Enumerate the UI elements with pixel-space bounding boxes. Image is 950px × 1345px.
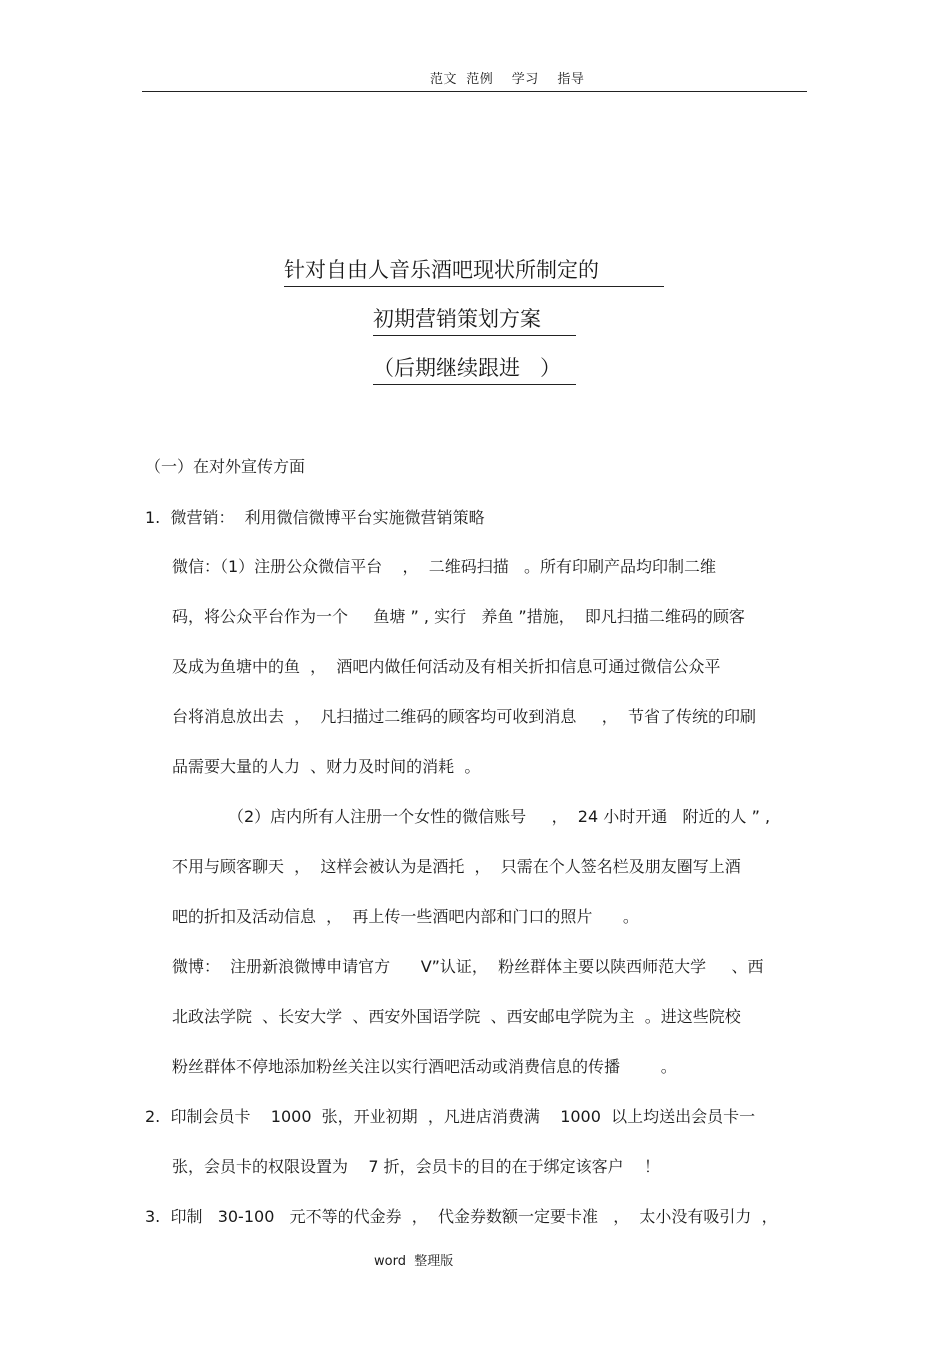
document-title-line-1: 针对自由人音乐酒吧现状所制定的 bbox=[284, 257, 664, 287]
paragraph-line: （2）店内所有人注册一个女性的微信账号 ， 24 小时开通 附近的人 ” , bbox=[228, 807, 771, 826]
page-header: 范文 范例 学习 指导 bbox=[430, 72, 585, 87]
document-title-line-3: （后期继续跟进 ） bbox=[373, 355, 576, 385]
paragraph-line: 品需要大量的人力 、财力及时间的消耗 。 bbox=[172, 757, 481, 776]
list-item-3: 3. 印制 30-100 元不等的代金券 ， 代金券数额一定要卡准 ， 太小没有吸引力 ， bbox=[145, 1207, 778, 1226]
header-rule bbox=[142, 91, 807, 92]
paragraph-line: 北政法学院 、长安大学 、西安外国语学院 、西安邮电学院为主 。进这些院校 bbox=[172, 1007, 741, 1026]
page-footer: word 整理版 bbox=[374, 1254, 454, 1269]
list-item-2: 2. 印制会员卡 1000 张，开业初期 ，凡进店消费满 1000 以上均送出会员卡一 bbox=[145, 1107, 756, 1126]
section-heading: （一）在对外宣传方面 bbox=[145, 457, 306, 476]
list-item-1: 1. 微营销： 利用微信微博平台实施微营销策略 bbox=[145, 508, 485, 527]
paragraph-line: 微信：（1）注册公众微信平台 ， 二维码扫描 。所有印刷产品均印制二维 bbox=[172, 557, 716, 576]
paragraph-line: 及成为鱼塘中的鱼 ， 酒吧内做任何活动及有相关折扣信息可通过微信公众平 bbox=[172, 657, 721, 676]
paragraph-line: 不用与顾客聊天 ， 这样会被认为是酒托 ， 只需在个人签名栏及朋友圈写上酒 bbox=[172, 857, 741, 876]
paragraph-line: 码，将公众平台作为一个 鱼塘 ” , 实行 养鱼 ”措施， 即凡扫描二维码的顾客 bbox=[172, 607, 745, 626]
document-title-line-2: 初期营销策划方案 bbox=[373, 306, 576, 336]
paragraph-line: 微博： 注册新浪微博申请官方 V”认证， 粉丝群体主要以陕西师范大学 、西 bbox=[172, 957, 764, 976]
paragraph-line: 吧的折扣及活动信息 ， 再上传一些酒吧内部和门口的照片 。 bbox=[172, 907, 639, 926]
paragraph-line: 张，会员卡的权限设置为 7 折，会员卡的目的在于绑定该客户 ！ bbox=[172, 1157, 660, 1176]
paragraph-line: 粉丝群体不停地添加粉丝关注以实行酒吧活动或消费信息的传播 。 bbox=[172, 1057, 677, 1076]
paragraph-line: 台将消息放出去 ， 凡扫描过二维码的顾客均可收到消息 ， 节省了传统的印刷 bbox=[172, 707, 756, 726]
